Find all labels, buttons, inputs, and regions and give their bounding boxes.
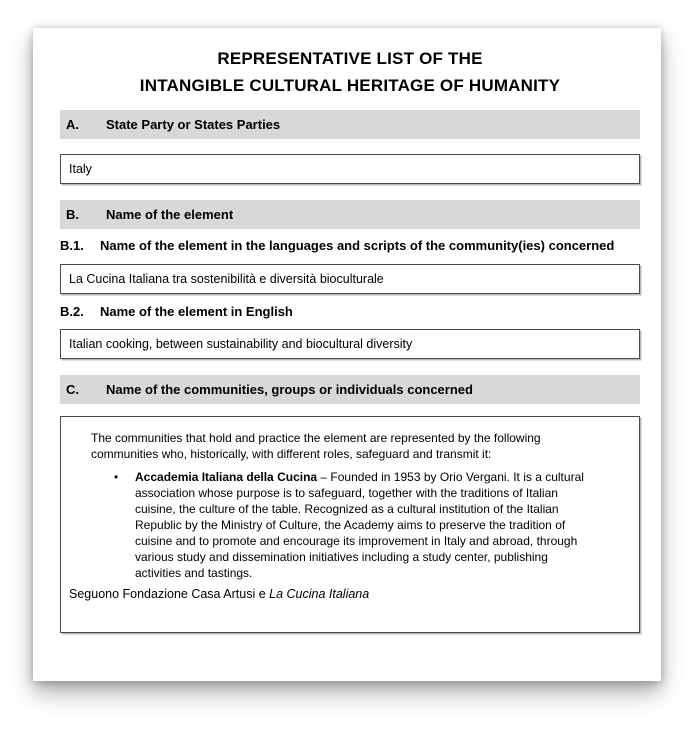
section-b-number: B. xyxy=(66,207,79,222)
section-c-number: C. xyxy=(66,382,79,397)
communities-footer-plain: Seguono Fondazione Casa Artusi e xyxy=(69,587,270,601)
state-party-field[interactable] xyxy=(60,154,640,184)
communities-bullet-text xyxy=(135,469,590,581)
section-b-heading: Name of the element xyxy=(106,207,234,222)
document-title-line1: REPRESENTATIVE LIST OF THE xyxy=(217,49,483,68)
section-a-number: A. xyxy=(66,117,79,132)
community-description: – Founded in 1953 by Orio Vergani. It is a cultural association whose purpose is to safeguard, together with the traditions of Italian cuisine, the culture of the table. Recognized as a cultural institution of the Italian Republic by the Ministry of Culture, the Academy aims to preserve the tradition of cuisine and to promote and encourage its improvement in Italy and abroad, through various study and dissemination initiatives including a study center, publishing activities and tastings. xyxy=(135,470,584,580)
section-c-header xyxy=(60,375,640,404)
element-name-original-value: La Cucina Italiana tra sostenibilità e diversità bioculturale xyxy=(69,272,384,286)
section-c-heading: Name of the communities, groups or individuals concerned xyxy=(106,382,473,397)
section-b1-number: B.1. xyxy=(60,238,84,253)
section-b2-number: B.2. xyxy=(60,304,84,319)
communities-field[interactable] xyxy=(60,416,640,633)
section-b1-heading xyxy=(60,237,640,254)
section-a-header xyxy=(60,110,640,139)
state-party-value: Italy xyxy=(69,162,92,176)
document-title-line2: INTANGIBLE CULTURAL HERITAGE OF HUMANITY xyxy=(139,76,561,95)
community-name-bold: Accademia Italiana della Cucina xyxy=(135,470,318,484)
document-page xyxy=(33,28,661,681)
element-name-english-value: Italian cooking, between sustainability and biocultural diversity xyxy=(69,337,413,351)
communities-footer xyxy=(69,586,629,602)
section-b1-heading-text: Name of the element in the languages and scripts of the community(ies) concerned xyxy=(100,238,615,253)
section-b2-heading-text: Name of the element in English xyxy=(100,304,293,319)
section-a-heading: State Party or States Parties xyxy=(106,117,281,132)
section-b2-heading xyxy=(60,303,640,320)
communities-intro-paragraph: The communities that hold and practice the element are represented by the following communities who, historically, with different roles, safeguard and transmit it: xyxy=(91,431,541,461)
communities-footer-italic: La Cucina Italiana xyxy=(269,587,370,601)
bullet-icon: • xyxy=(114,470,119,484)
section-b-header xyxy=(60,200,640,229)
element-name-english-field[interactable] xyxy=(60,329,640,359)
communities-bullet-item xyxy=(114,469,629,581)
element-name-original-field[interactable] xyxy=(60,264,640,294)
document-title xyxy=(60,45,640,99)
